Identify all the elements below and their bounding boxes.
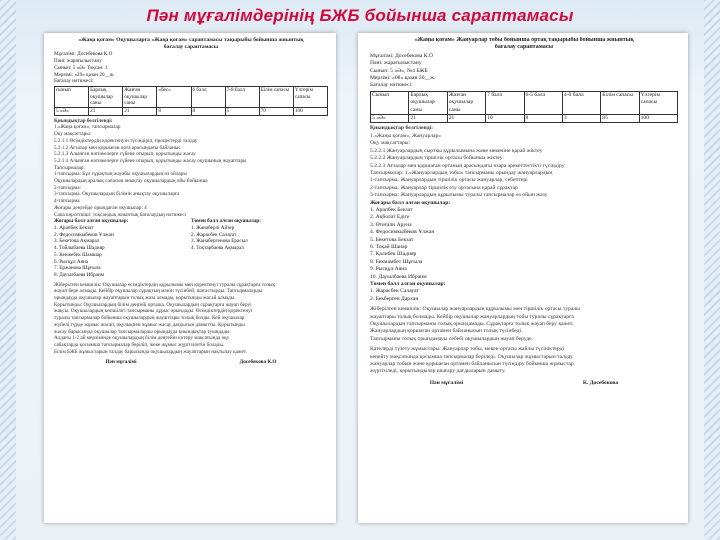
body-line: 1.«Жаңа қоғам», тапсырмалар (54, 124, 121, 131)
body-line: 5.2.1.3 Алынған нәтижелерге сүйене отырып, қорытынды жасау (54, 151, 196, 158)
right-report-header (370, 53, 678, 90)
body-line: Сапа көрсеткіші: тоқсандық жиынтық бағалаудың нәтижесі (54, 211, 187, 218)
table-cell: 21 (89, 108, 123, 116)
body-line: 5.2.1.1 Өсімдіктердің қоректенуін түсіндіріп, процестерді талдау (54, 137, 198, 144)
body-line: 5.2.1.2 Ағзалар мен қоршаған орта арасындағы байланыс (54, 144, 181, 151)
paragraph-line: сабақтарда қосымша тапсырмалар беріліп, жеке жұмыс жүргізілетін болады. (54, 341, 225, 348)
list-item: 7. Ержанова Шұғыла (54, 265, 101, 272)
left-report-title-line: «Жаңа қоғам» Оқушыларға «Жаңа қоғам» сараптамасы тақырыбы бойынша жиынтық (78, 37, 304, 43)
table-cell: 100 (293, 108, 327, 116)
paragraph-line: Қорытынды: Оқушылардың білім деңгейі орташа. Оқушылардың сұрақтарға жауап беруі (54, 301, 252, 308)
header-line: Мұғалімі: Досебекова К.О (54, 51, 113, 58)
left-grade-table-header (55, 86, 328, 107)
left-signature-name: Досебекова К.О (239, 359, 277, 366)
table-header-cell: «бес» (157, 86, 191, 107)
table-header-cell: Сынып (371, 91, 409, 114)
right-report-body (370, 125, 678, 199)
body-line: Жоғары деңгейде орындаған оқушылар: 4 (54, 204, 147, 211)
header-line: Мерзімі: «08» қазан 20__ж. (370, 75, 436, 82)
table-header-cell: Үлгерім сапасы (639, 91, 677, 114)
header-line: Бағалау нәтижесі: (370, 82, 413, 89)
paragraph-line: Оқушылардың тапсырманы толық орындамады. Сұрақтарға толық жауап беру қажет. (370, 321, 574, 328)
list-item: 2. Ақболат Едіге (370, 214, 410, 221)
right-high-list (370, 207, 678, 281)
left-grade-table-row (55, 108, 328, 116)
right-report-title-line: бағалау сараптамасы (494, 44, 554, 51)
left-report-header (54, 51, 328, 85)
paragraph-line: Жануарлардың қоршаған ортамен байланысын толық түсінбеді. (370, 328, 523, 335)
list-item: 5. Кенжебек Шамшар (54, 251, 102, 258)
header-line: Мұғалімі: Досебекова К.О (370, 52, 433, 59)
paragraph-line: орындауда оқушылар жауаптарын толық жаза алмады, қорытынды жасай алмады. (54, 295, 236, 302)
right-report-document (358, 33, 688, 523)
body-line: 3-тапсырма: Жануарлардың құрылымы туралы тапсырмалар өз ойын жазу (370, 192, 548, 199)
right-low-list (370, 288, 678, 303)
table-header-cell: 7-8 балл (225, 86, 259, 107)
paragraph-line: жануарлар тобын және қоршаған ортамен байланысын түсіндіру бойынша жұмыстар (370, 361, 574, 368)
paragraph-line: жүргізіледі, қорытындылар шығару дағдыларын дамыту. (370, 368, 506, 375)
list-item: 1. Арапбек Бекзат (370, 206, 413, 213)
left-signature (54, 359, 328, 366)
left-report-body (54, 118, 328, 219)
table-cell: 70 (259, 108, 293, 116)
header-line: Сынып: 5 «Ә», №4 БЖБ (370, 67, 428, 74)
list-item: 2. Бекберген Дархан (370, 295, 419, 302)
left-grade-table (54, 86, 328, 116)
paragraph-line: жасау барысында оқушылар тапсырмаларды орындауда қиындықтар туындады. (54, 328, 231, 335)
right-report-shortcomings (370, 306, 678, 343)
left-report-document (44, 33, 336, 523)
body-line: 2-тапсырма: (54, 184, 81, 191)
left-high-list-heading: Жоғары балл алған оқушылар: (54, 218, 129, 225)
list-item: 1. Жанаберлі Айзер (191, 224, 235, 231)
left-report-title-line: бағалау сараптамасы (163, 43, 219, 50)
table-cell: 8 (524, 115, 562, 123)
table-header-cell: 6-5 балл (524, 91, 562, 114)
right-decor-stripe (704, 0, 720, 540)
table-cell: 85 (601, 115, 639, 123)
paragraph-line: Қателерді түзету жұмыстары: Жануарлар тобы, мекен ортасы жайлы түсініктерді (370, 346, 564, 353)
left-low-list-heading: Төмен балл алған оқушылар: (191, 218, 262, 225)
list-item: 6. Рысқұл Аяна (54, 258, 89, 265)
table-cell: 3 (562, 115, 600, 123)
list-item: 2. Федосимкыбеков Ұлжан (54, 231, 114, 238)
list-item: 5. Бекетова Бекзат (370, 236, 414, 243)
right-low-list-heading: Төмен балл алған оқушылар: (370, 281, 446, 287)
body-line: 4-тапсырма (54, 198, 80, 205)
body-line: Қиындықтар белгіленді: (370, 125, 433, 132)
right-report-title (370, 37, 678, 52)
paragraph-line: туралы тапсырмалар бойынша оқушылардың жауаптары толық болды. Кей оқушылар (54, 315, 245, 322)
right-grade-table-header (371, 91, 678, 114)
table-cell: 5 «Ә» (55, 108, 89, 116)
body-line: Қиындықтар белгіленді: (54, 117, 113, 124)
right-high-list-heading: Жоғары балл алған оқушылар: (370, 199, 451, 206)
right-grade-table-row (371, 115, 678, 123)
paragraph-line: Тапсырманы толық орындамауы себебі оқушылардың жауап беруде. (370, 335, 534, 342)
right-report-title-line: «Жаңы қоғам» Жануарлар тобы бойынша ортақ тақырыбы бойынша жиынтық (414, 37, 634, 43)
list-item: 6. Тоқай Шанар (370, 243, 408, 250)
list-item: 2. Жарасбек Салауат (191, 231, 237, 238)
table-header-cell: Үлгерім сапасы (293, 86, 327, 107)
left-report-conclusion (54, 282, 328, 356)
table-header-cell: Білім сапасы (259, 86, 293, 107)
table-cell: 21 (409, 115, 447, 123)
body-line: Тапсырмалар: (54, 164, 85, 171)
paragraph-line: Жіберілген кемшілік: Оқушылар жануарлардың құрылымы мен тіршілік ортасы туралы (370, 306, 580, 313)
left-signature-role: Пән мұғалімі (105, 359, 137, 366)
list-item: 4. Тоқтарбаева Ақмарал (191, 245, 244, 252)
body-line: 3-тапсырма. Оқушылардың білімін анықтау оқушыларға (54, 191, 180, 198)
body-line: 5.2.2.1 Жануарлардың сыртқы құрылымына және мекеніне қарай жіктеу (370, 147, 543, 154)
table-cell: 21 (447, 115, 485, 123)
body-line: 5.2.2.2 Жануарлардың тіршілік ортасы бойынша жіктеу (370, 155, 503, 162)
table-header-cell: Жазған оқушылар саны (447, 91, 485, 114)
body-line: 5.2.2.3 Ағзалар мен қоршаған ортаның арасындағы өзара әрекеттестікті түсіндіру (370, 162, 565, 169)
paragraph-line: жақсы. Оқушылардың көпшілігі тапсырманы дұрыс орындады. Өсімдіктердің қоректенуі (54, 308, 253, 315)
table-cell: 21 (123, 108, 157, 116)
right-signature (370, 380, 678, 387)
right-report-corrections (370, 346, 678, 376)
list-item: 4. Федосимкыбеков Ұлжан (370, 229, 435, 236)
paragraph-line: жауаптары толық болмады. Кейбір оқушылар жануарлардың тобы туралы сұрақтарға (370, 313, 574, 320)
left-student-lists (54, 218, 328, 278)
left-high-list (54, 225, 191, 279)
body-line: 1-тапсырма: Жануарлардың тіршілік ортасы жануарлар, себептері (370, 177, 528, 184)
table-header-cell: 6 балл (191, 86, 225, 107)
table-cell: 5 (225, 108, 259, 116)
table-cell: 8 (191, 108, 225, 116)
table-cell: 8 (157, 108, 191, 116)
header-line: Сынып: 5 «Ә» Тоқсан: 1 (54, 64, 108, 71)
body-line: 1-тапсырма: Бұл сұрақтың жауабы оқушылардың өз ойлары (54, 171, 187, 178)
body-line: 1.«Жаңы қоғам», Жануарлар» (370, 132, 442, 139)
list-item: 3. Өтеғали Аруна (370, 221, 412, 228)
body-line: Оқушылардың аралық сапасын анықтау оқушылардың ойы бойынша (54, 178, 208, 185)
list-item: 4. Тойлыбаева Шадияр (54, 245, 105, 252)
list-item: 8. Бекмамбет Шұғыла (370, 258, 423, 265)
table-header-cell: Барлық оқушылар саны (89, 86, 123, 107)
body-line: 5.2.1.4 Алынған нәтижелерге сүйене отырып, қорытынды жасау оқушының жауаптары (54, 157, 247, 164)
paragraph-line: жүйелі түрде жұмыс жасап, оқулықпен жұмыс жасау дағдысын дамытты. Қорытынды (54, 321, 245, 328)
table-header-cell: Жазған оқушылар саны (123, 86, 157, 107)
body-line: Оқу мақсаттары: (370, 140, 411, 147)
list-item: 3. Бекетова Ақмарал (54, 238, 100, 245)
right-grade-table (370, 91, 678, 124)
left-decor-stripe (0, 0, 16, 540)
list-item: 8. Дауылбаева Ибраим (54, 271, 104, 278)
header-line: Бағалау нәтижесі: (54, 78, 94, 85)
right-signature-name: К. Досебекова (582, 379, 619, 386)
body-line: Оқу мақсаттары: (54, 131, 92, 138)
paragraph-line: жауап бере алмады. Кейбір оқушылар сұрақтың мәнін түсінбей, шатастырды. Тапсырмаларды (54, 288, 263, 295)
list-item: 3. Жанабергенова Ерасыл (191, 238, 248, 245)
table-header-cell: Білім сапасы (601, 91, 639, 114)
paragraph-line: Жіберілген кемшілік: Оқушылар өсімдіктердің құрылымы мен қоректенуі туралы сұрақтарға толық (54, 281, 276, 288)
table-cell: 10 (486, 115, 524, 123)
table-cell: 100 (639, 115, 677, 123)
list-item: 7. Қалибек Шадияр (370, 251, 417, 258)
table-header-cell: 4-0 балл (562, 91, 600, 114)
left-report-title (54, 37, 328, 50)
body-line: Тапсырмалар: 1.«Жануарлардың тобы» тапсырманы орындау жануарлардың (370, 169, 553, 176)
list-item: 10. Дауылбаева Ибраим (370, 273, 427, 280)
list-item: 9. Рысқұл Аяна (370, 266, 407, 273)
header-line: Пәні: жаратылыстану (370, 60, 422, 67)
list-item: 1. Жарасбек Салауат (370, 288, 419, 295)
paragraph-line: Білім БЖБ жұмыстарын талдау барысында оқушылардың жауаптарын нақтылау қажет. (54, 348, 247, 355)
list-item: 1. Арапбек Бекзат (54, 224, 94, 231)
table-header-cell: Барлық оқушылар саны (409, 91, 447, 114)
header-line: Мерзімі: «29» қазан 20__ж. (54, 71, 115, 78)
table-header-cell: 7 балл (486, 91, 524, 114)
paragraph-line: Алдағы 1-2 ай мерзімінде оқушылардың білім деңгейін көтеру мақсатында оқу (54, 335, 230, 342)
left-low-list (191, 225, 328, 252)
table-cell: 5 «Ә» (371, 115, 409, 123)
right-signature-role: Пән мұғалімі (429, 379, 464, 386)
body-line: 2-тапсырма: Жануарлар тіршілік ету ортасына қарай сұрақтар (370, 184, 518, 191)
table-header-cell: сынып (55, 86, 89, 107)
paragraph-line: кеңейту мақсатында қосымша тапсырмалар беріледі. Оқушылар жұмыстарын талдау (370, 353, 573, 360)
slide-title: Пән мұғалімдерінің БЖБ бойынша сараптамасы (146, 6, 574, 25)
header-line: Пәні: жаратылыстану (54, 58, 102, 65)
